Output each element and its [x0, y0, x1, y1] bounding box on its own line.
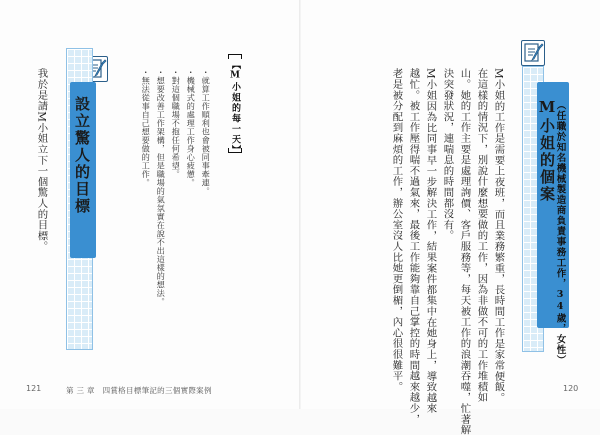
body-line: 決突發狀況，連喘息的時間都沒有。: [441, 68, 454, 241]
list-item: ・機械式的處理工作身心疲憊。: [186, 68, 197, 187]
body-line: 越忙。被工作壓得喘不過氣來，最後工作能夠靠自己掌控的時間越來越少，: [407, 68, 420, 425]
body-line: M小姐的工作是需要上夜班，而且業務繁重，長時間工作是家常便飯。: [492, 68, 505, 404]
case-heading: M小姐的個案: [538, 98, 556, 203]
chapter-label: 第 三 章 四賞格目標筆記的三個實際案例: [66, 386, 212, 395]
list-item: ・對這個職場不抱任何希望。: [171, 68, 182, 179]
list-item: ・就算工作順利也會被同事牽連。: [201, 68, 212, 196]
page-gutter: [299, 0, 301, 409]
body-line: 老是被分配到麻煩的工作，辦公室沒人比她更倒楣，內心很很難平。: [390, 68, 403, 392]
body-line: 在這樣的情況下，別說什麼想要做的工作，因為非做不可的工作堆積如: [475, 68, 488, 403]
page-number-left: 121: [26, 384, 42, 393]
bracket-bottom: [228, 148, 242, 153]
body-line: 我於是請M小姐立下一個驚人的目標。: [35, 68, 48, 252]
goal-heading: 設立驚人的目標: [73, 96, 91, 215]
notebook-icon: [521, 40, 545, 66]
list-item: ・想要改善工作架構，但是職場的氣氛實在說不出這樣的想法。: [156, 68, 167, 306]
bracket-top: [228, 54, 242, 59]
daily-section-title: 【M小姐的每一天】: [230, 60, 240, 156]
body-line: M小姐因為比同事早一步解決工作，結果案件都集中在她身上，導致越來: [424, 68, 437, 414]
case-subheading: （任職於知名機械製造商負責事務工作，34歲，女性）: [554, 100, 566, 366]
list-item: ・無法從事自己想要做的工作。: [141, 68, 152, 187]
body-line: 山。她的工作主要是處理詢價、客戶服務等，每天被工作的浪潮吞噬，忙著解: [458, 68, 471, 435]
page-number-right: 120: [563, 384, 579, 393]
